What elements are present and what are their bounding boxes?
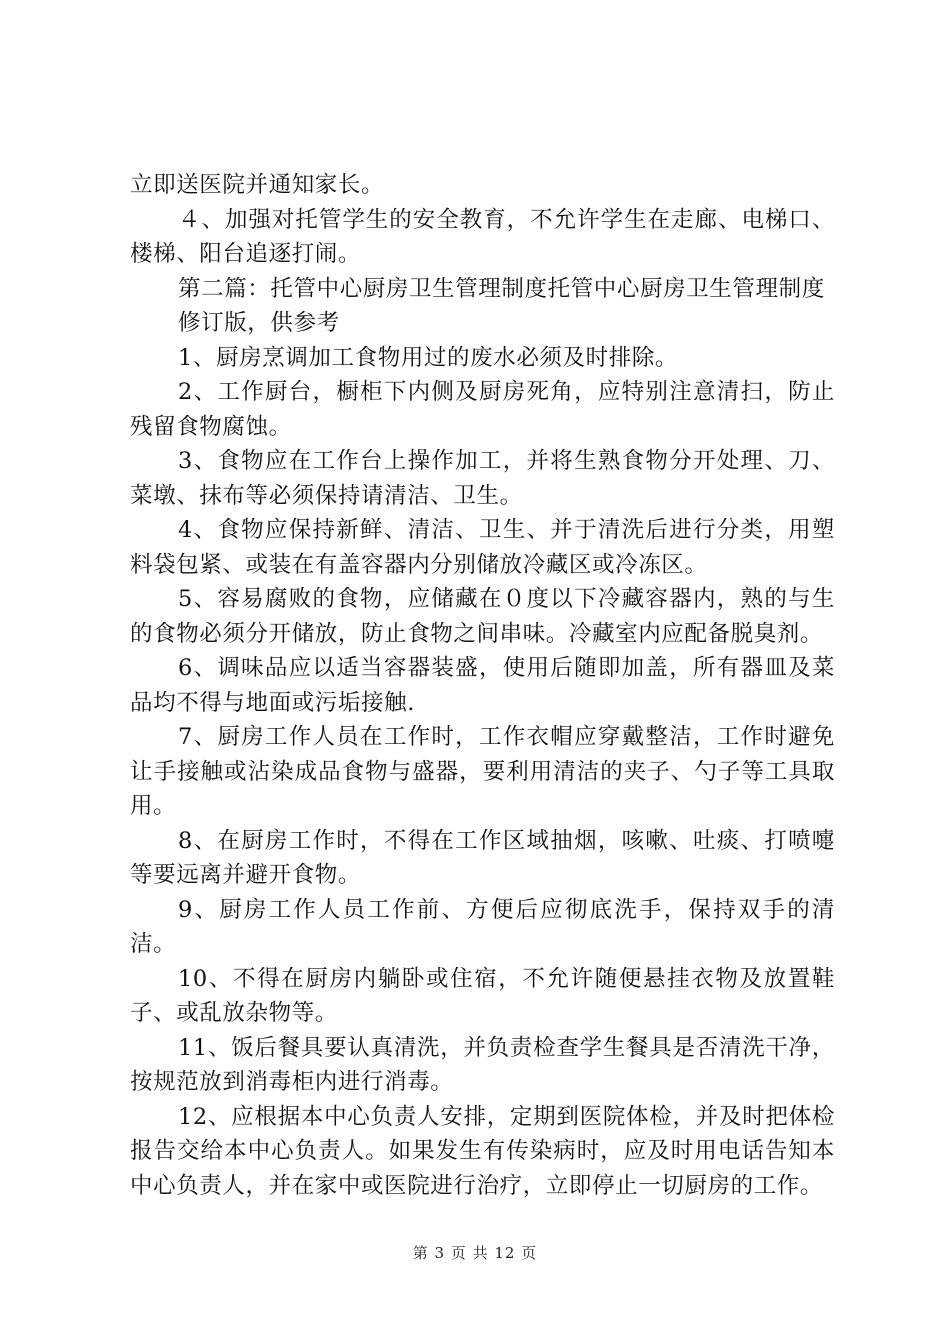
- rule-item-1: 1、厨房烹调加工食物用过的废水必须及时排除。: [178, 344, 679, 371]
- section-heading: 第二篇：托管中心厨房卫生管理制度托管中心厨房卫生管理制度: [178, 275, 825, 302]
- page-number-footer: 第 3 页 共 12 页: [412, 1244, 538, 1262]
- paragraph: ４、加强对托管学生的安全教育，不允许学生在走廊、电梯口、楼梯、阳台追逐打闹。: [130, 206, 835, 267]
- rule-item-8: 8、在厨房工作时，不得在工作区域抽烟，咳嗽、吐痰、打喷嚏等要远离并避开食物。: [130, 827, 835, 888]
- rule-item-12: 12、应根据本中心负责人安排，定期到医院体检，并及时把体检报告交给本中心负责人。如果发生有传染病时，应及时用电话告知本中心负责人，并在家中或医院进行治疗，立即停止一切厨房的工作。: [130, 1103, 835, 1199]
- rule-item-5: 5、容易腐败的食物，应储藏在０度以下冷藏容器内，熟的与生的食物必须分开储放，防止食物之间串味。冷藏室内应配备脱臭剂。: [130, 586, 835, 647]
- paragraph: 修订版，供参考: [178, 310, 340, 336]
- rule-item-3: 3、食物应在工作台上操作加工，并将生熟食物分开处理、刀、菜墩、抹布等必须保持请清洁、卫生。: [130, 448, 835, 509]
- rule-item-6: 6、调味品应以适当容器装盛，使用后随即加盖，所有器皿及菜品均不得与地面或污垢接触.: [130, 655, 835, 716]
- rule-item-10: 10、不得在厨房内躺卧或住宿，不允许随便悬挂衣物及放置鞋子、或乱放杂物等。: [130, 965, 835, 1026]
- rule-item-9: 9、厨房工作人员工作前、方便后应彻底洗手，保持双手的清洁。: [130, 896, 835, 957]
- rule-item-2: 2、工作厨台，橱柜下内侧及厨房死角，应特别注意清扫，防止残留食物腐蚀。: [130, 379, 835, 440]
- document-body: [130, 168, 835, 1203]
- rule-item-7: 7、厨房工作人员在工作时，工作衣帽应穿戴整洁，工作时避免让手接触或沾染成品食物与盛器，要利用清洁的夹子、勺子等工具取用。: [130, 724, 835, 819]
- rule-item-4: 4、食物应保持新鲜、清洁、卫生、并于清洗后进行分类，用塑料袋包紧、或装在有盖容器内分别储放冷藏区或冷冻区。: [130, 517, 835, 578]
- rule-item-11: 11、饭后餐具要认真清洗，并负责检查学生餐具是否清洗干净，按规范放到消毒柜内进行消毒。: [130, 1034, 835, 1095]
- paragraph: 立即送医院并通知家长。: [130, 172, 385, 198]
